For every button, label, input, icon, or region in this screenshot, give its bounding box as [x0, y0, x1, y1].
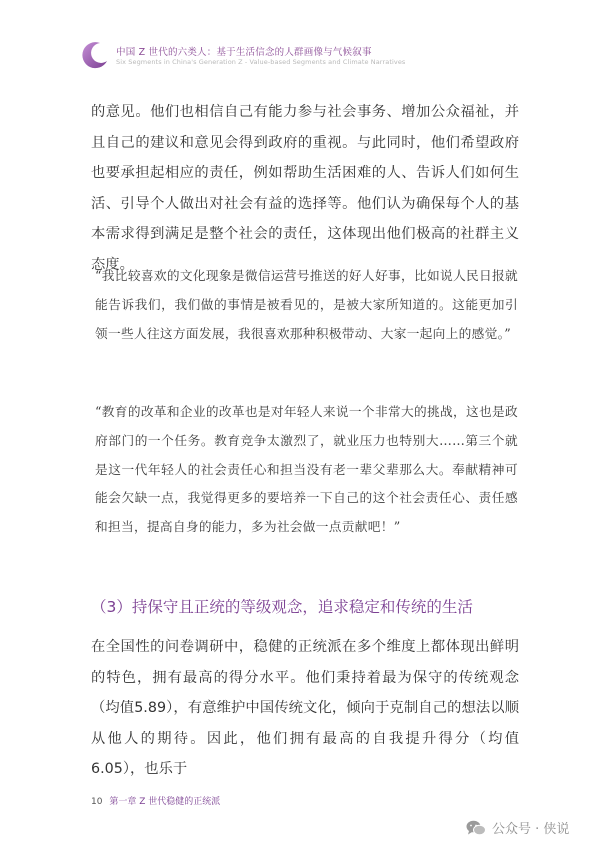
watermark-text: 公众号 · 侠说: [492, 822, 570, 837]
body-paragraph: 在全国性的问卷调研中，稳健的正统派在多个维度上都体现出鲜明的特色，拥有最高的得分水平。他们秉持着最为保守的传统观念（均值5.89），有意维护中国传统文化，倾向于克制自己的想法以顺从他人的期待。因此，他们拥有最高的自我提升得分（均值 6.05），也乐于: [91, 639, 519, 777]
interview-quote: “我比较喜欢的文化现象是微信运营号推送的好人好事，比如说人民日报就能告诉我们，我们做的事情是被看见的，是被大家所知道的。这能更加引领一些人往这方面发展，我很喜欢那种积极带动、大家一起向上的感觉。”: [95, 268, 518, 341]
page-header: [0, 0, 606, 78]
page-number: 10: [91, 797, 103, 807]
report-title: 中国 Z 世代的六类人：基于生活信念的人群画像与气候叙事: [116, 47, 372, 58]
interview-quote: “教育的改革和企业的改革也是对年轻人来说一个非常大的挑战，这也是政府部门的一个任务。教育竞争太激烈了，就业压力也特别大……第三个就是这一代年轻人的社会责任心和担当没有老一辈父辈那么大。奉献精神可能会欠缺一点，我觉得更多的要培养一下自己的这个社会责任心、责任感和担当，提高自身的能力，多为社会做一点贡献吧！”: [95, 404, 518, 535]
report-subtitle: Six Segments in China's Generation Z - Value-based Segments and Climate Narratives: [116, 58, 406, 66]
chapter-title: 第一章 Z 世代稳健的正统派: [109, 797, 221, 807]
crescent-moon-logo-icon: [80, 40, 110, 70]
section-heading: （3）持保守且正统的等级观念，追求稳定和传统的生活: [91, 598, 473, 616]
watermark: [466, 818, 569, 837]
wechat-icon: [466, 820, 486, 836]
body-paragraph: 的意见。他们也相信自己有能力参与社会事务、增加公众福祉，并且自己的建议和意见会得到政府的重视。与此同时，他们希望政府也要承担起相应的责任，例如帮助生活困难的人、告诉人们如何生活、引导个人做出对社会有益的选择等。他们认为确保每个人的基本需求得到满足是整个社会的责任，这体现出他们极高的社群主义态度。: [91, 104, 519, 273]
page-footer: [91, 794, 220, 807]
